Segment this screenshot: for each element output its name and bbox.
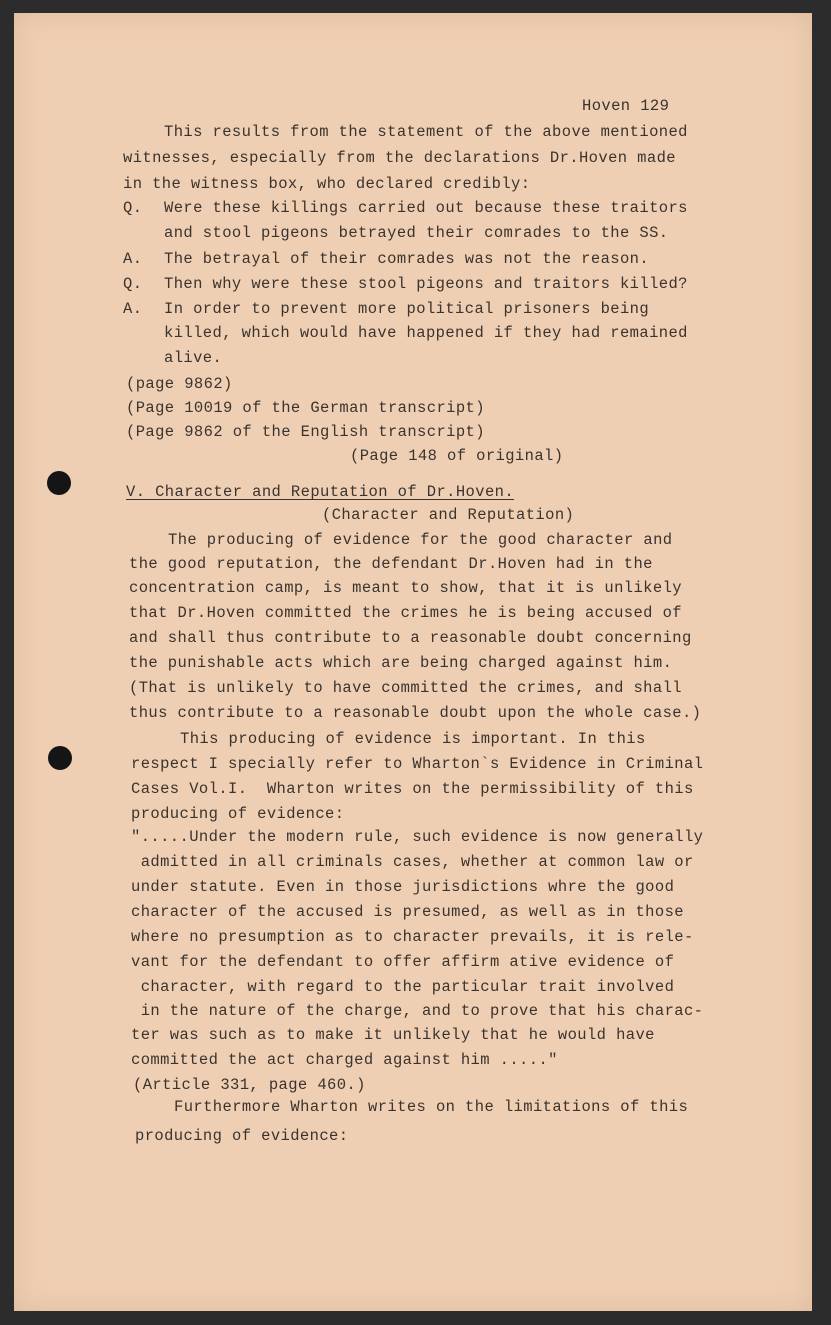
paragraph-line: The producing of evidence for the good character and <box>168 531 673 549</box>
intro-line: This results from the statement of the above mentioned <box>164 123 688 141</box>
quote-line: admitted in all criminals cases, whether at common law or <box>131 853 694 871</box>
quote-line: ".....Under the modern rule, such evidence is now generally <box>131 828 704 846</box>
quote-line: committed the act charged against him ....." <box>131 1051 558 1069</box>
quote-line: where no presumption as to character prevails, it is rele- <box>131 928 694 946</box>
punch-hole <box>47 471 71 495</box>
quote-line: character, with regard to the particular trait involved <box>131 978 675 996</box>
original-page-note: (Page 148 of original) <box>350 447 564 465</box>
quote-line: ter was such as to make it unlikely that he would have <box>131 1026 655 1044</box>
paragraph-line: producing of evidence: <box>135 1127 349 1145</box>
paragraph-line: Cases Vol.I. Wharton writes on the permissibility of this <box>131 780 694 798</box>
paragraph-line: thus contribute to a reasonable doubt upon the whole case.) <box>129 704 702 722</box>
paragraph-line: concentration camp, is meant to show, that it is unlikely <box>129 579 682 597</box>
paragraph-line: the punishable acts which are being charged against him. <box>129 654 673 672</box>
intro-line: in the witness box, who declared credibly: <box>123 175 531 193</box>
qa-line: Were these killings carried out because these traitors <box>164 199 688 217</box>
quote-line: under statute. Even in those jurisdictions whre the good <box>131 878 675 896</box>
paragraph-line: the good reputation, the defendant Dr.Hoven had in the <box>129 555 653 573</box>
quote-line: vant for the defendant to offer affirm ative evidence of <box>131 953 675 971</box>
qa-marker: A. <box>123 300 143 318</box>
reference-line: (Page 10019 of the German transcript) <box>126 399 485 417</box>
paragraph-line: and shall thus contribute to a reasonable doubt concerning <box>129 629 692 647</box>
section-heading: V. Character and Reputation of Dr.Hoven. <box>126 483 515 501</box>
qa-marker: A. <box>123 250 143 268</box>
paragraph-line: Furthermore Wharton writes on the limitations of this <box>174 1098 689 1116</box>
qa-marker: Q. <box>123 199 143 217</box>
article-reference: (Article 331, page 460.) <box>133 1076 366 1094</box>
qa-line: The betrayal of their comrades was not the reason. <box>164 250 650 268</box>
quote-line: in the nature of the charge, and to prove that his charac- <box>131 1002 704 1020</box>
quote-line: character of the accused is presumed, as well as in those <box>131 903 684 921</box>
qa-line: Then why were these stool pigeons and traitors killed? <box>164 275 688 293</box>
qa-line: alive. <box>164 349 223 367</box>
section-subheading: (Character and Reputation) <box>322 506 575 524</box>
qa-marker: Q. <box>123 275 143 293</box>
qa-line: and stool pigeons betrayed their comrades to the SS. <box>164 224 669 242</box>
paragraph-line: that Dr.Hoven committed the crimes he is being accused of <box>129 604 682 622</box>
paragraph-line: (That is unlikely to have committed the crimes, and shall <box>129 679 682 697</box>
reference-line: (Page 9862 of the English transcript) <box>126 423 485 441</box>
paragraph-line: producing of evidence: <box>131 805 345 823</box>
qa-line: killed, which would have happened if they had remained <box>164 324 688 342</box>
reference-line: (page 9862) <box>126 375 233 393</box>
paragraph-line: respect I specially refer to Wharton`s Evidence in Criminal <box>131 755 704 773</box>
punch-hole <box>48 746 72 770</box>
intro-line: witnesses, especially from the declarations Dr.Hoven made <box>123 149 676 167</box>
paragraph-line: This producing of evidence is important. In this <box>180 730 646 748</box>
page-number: Hoven 129 <box>582 97 670 115</box>
qa-line: In order to prevent more political prisoners being <box>164 300 650 318</box>
